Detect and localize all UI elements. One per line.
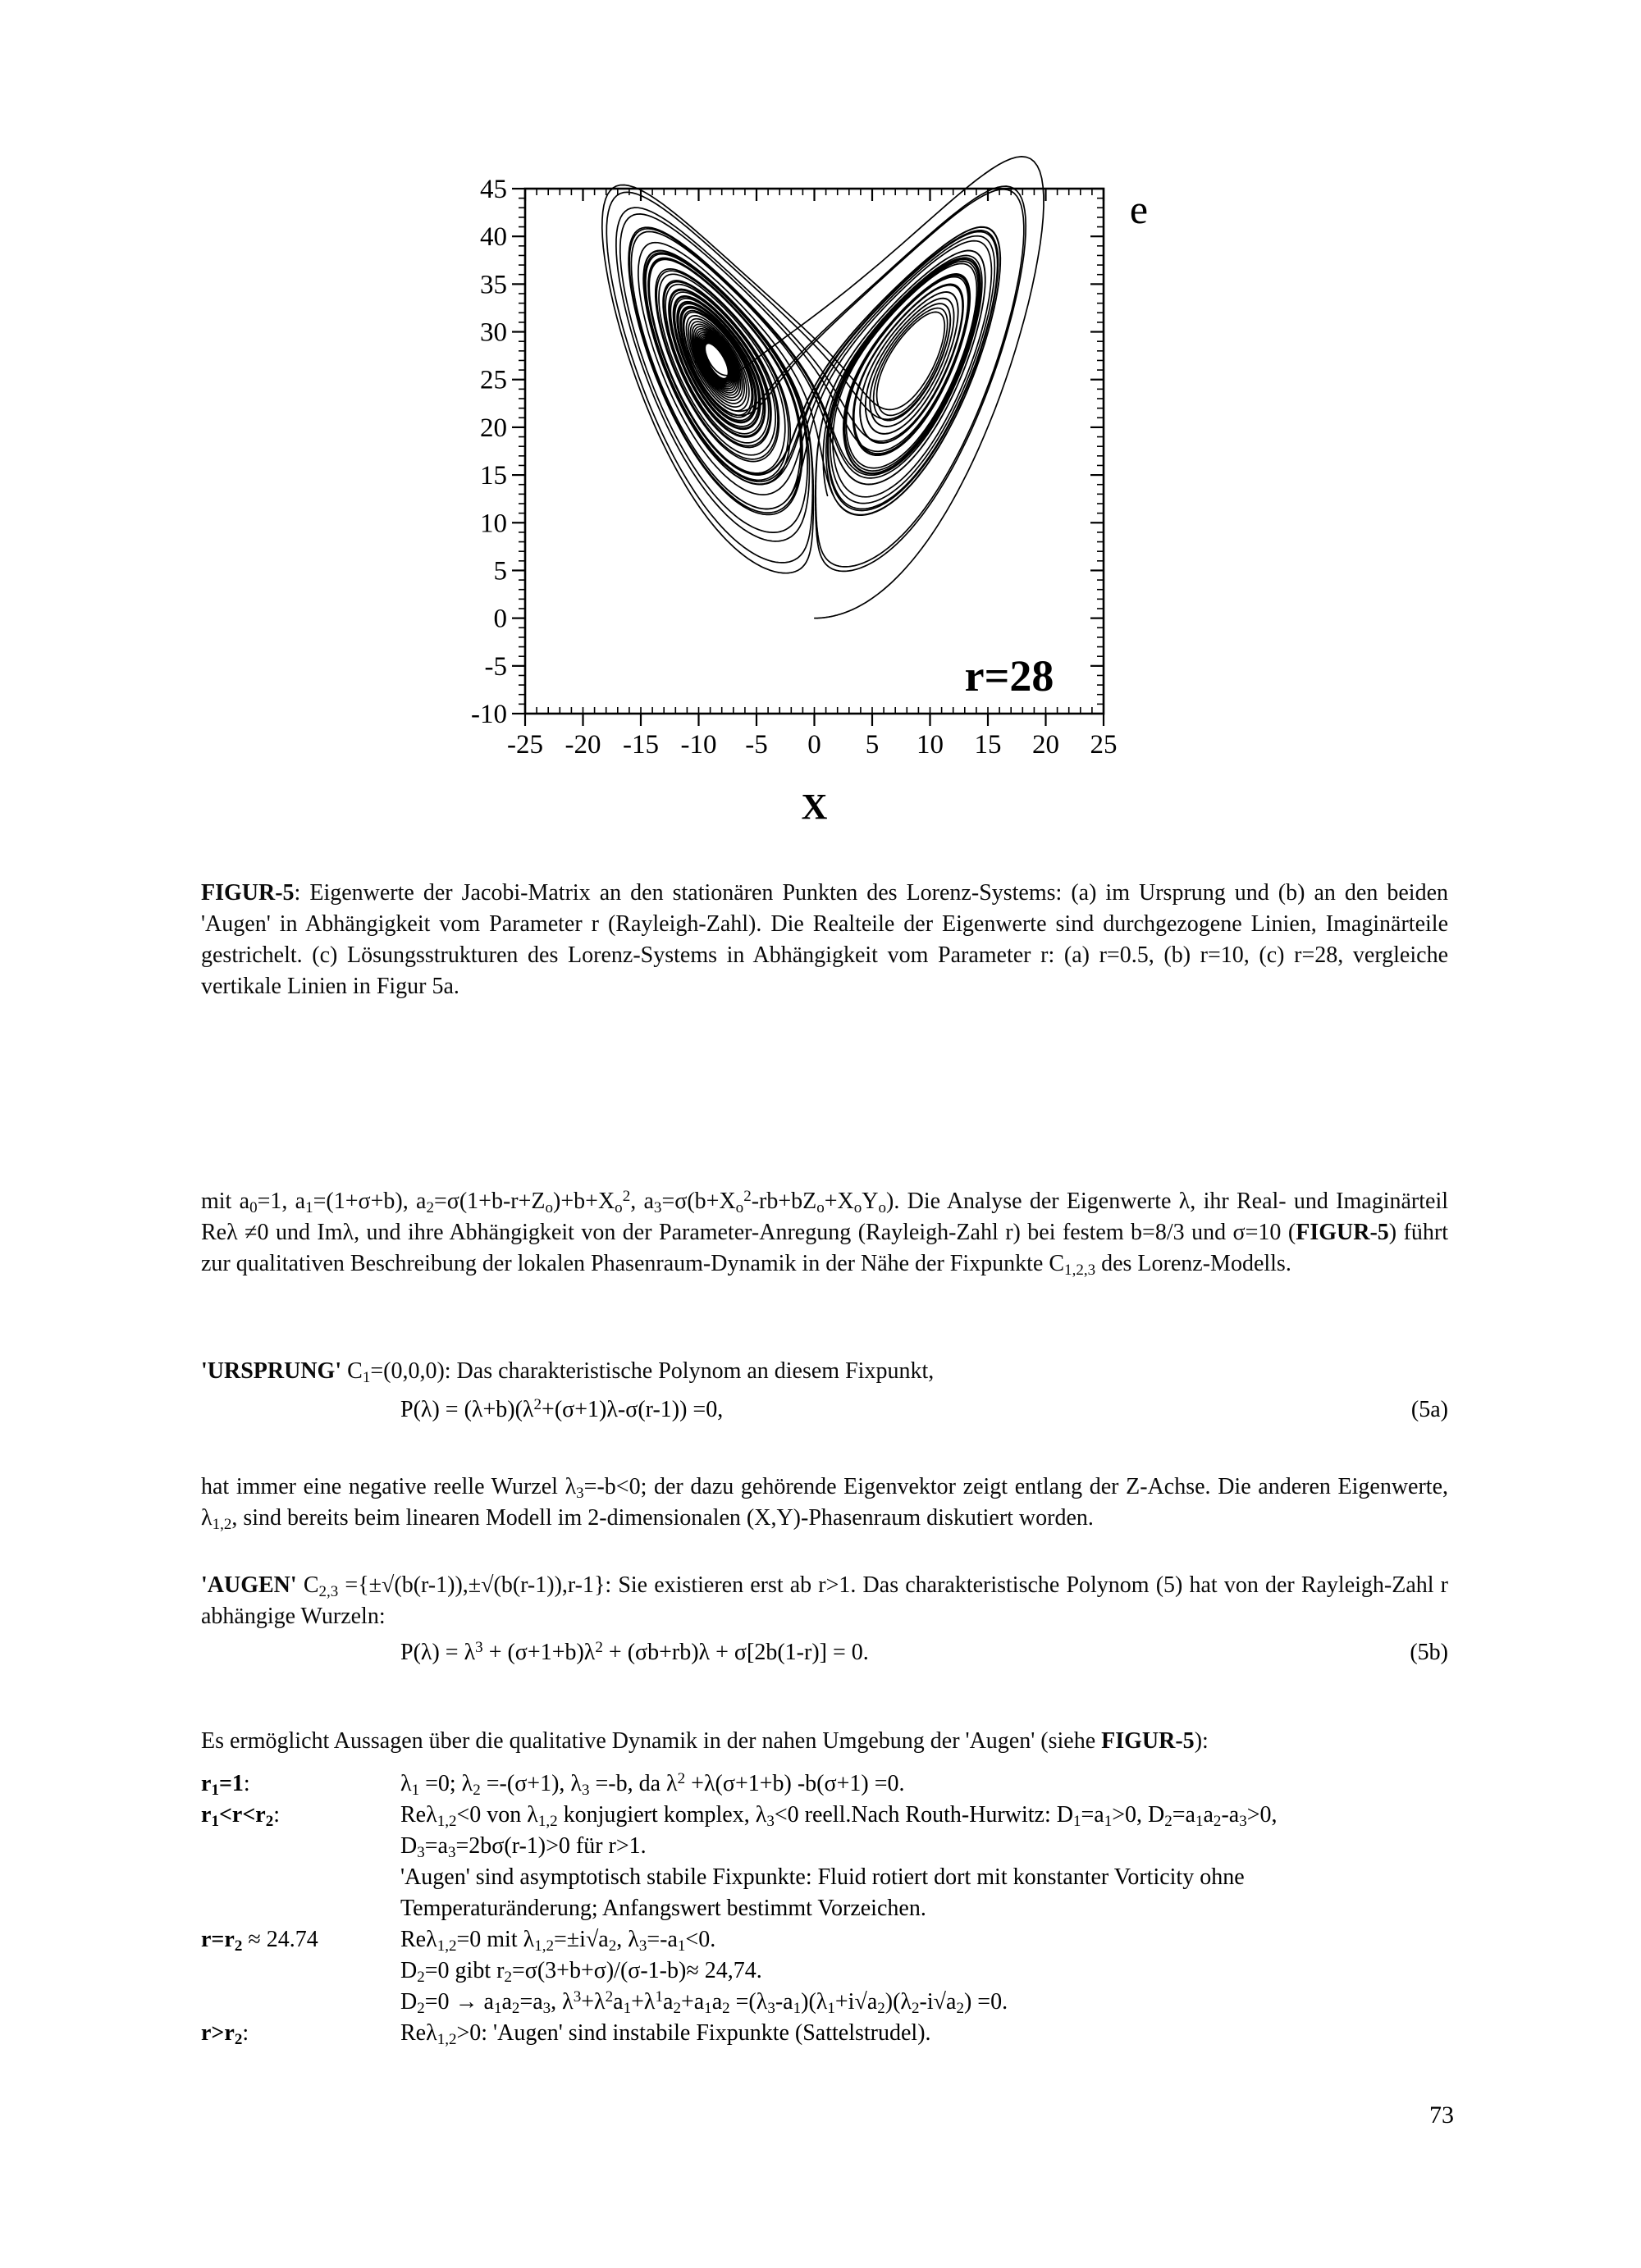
svg-text:e: e (1129, 186, 1149, 232)
case-r-gt-r2 (201, 2018, 1481, 2049)
lorenz-figure (435, 148, 1239, 886)
paragraph-after-5a: hat immer eine negative reelle Wurzel $\lambda_3=-b<0$; der dazu gehörende Eigenvektor zeigt entlang der Z-Achse. Die anderen Eigenwerte, $\lambda_{1,2}$, sind bereits beim linearen Modell im 2-dimensionalen (X,Y)-Phasenraum diskutiert worden. (201, 1474, 1449, 1534)
figure-caption: FIGUR-5: Eigenwerte der Jacobi-Matrix an den stationären Punkten des Lorenz-Systems: (a) im Ursprung und (b) an den beiden 'Augen' in Abhängigkeit vom Parameter r (Rayleigh-Zahl). Die Realteile der Eigenwerte sind durchgezogene Linien, Imaginärteile gestrichelt. (c) Lösungsstrukturen des Lorenz-Systems in Abhängigkeit vom Parameter r: (a) r=0.5, (b) r=10, (c) r=28, vergleiche vertikale Linien in Figur 5a. (201, 880, 1448, 999)
svg-text:25: 25 (1090, 730, 1118, 760)
svg-text:5: 5 (865, 730, 880, 760)
lorenz-trajectory (602, 157, 1044, 618)
svg-text:45: 45 (480, 175, 507, 204)
case-line: Temperaturänderung; Anfangswert bestimmt Vorzeichen. (400, 1896, 926, 1921)
case-line: Reλ$_{1,2}$>0: 'Augen' sind instabile Fixpunkte (Sattelstrudel). (400, 2020, 931, 2049)
case-line: 'Augen' sind asymptotisch stabile Fixpunkte: Fluid rotiert dort mit konstanter Vorticity ohne (400, 1864, 1245, 1890)
svg-text:0: 0 (807, 730, 821, 760)
svg-text:15: 15 (974, 730, 1002, 760)
svg-text:-15: -15 (623, 730, 659, 760)
case-list (201, 1768, 1481, 2049)
svg-text:0: 0 (493, 604, 507, 634)
svg-text:-10: -10 (471, 700, 507, 729)
paragraph-es-ermoeglicht: Es ermöglicht Aussagen über die qualitative Dynamik in der nahen Umgebung der 'Augen' (siehe FIGUR-5): (201, 1728, 1209, 1754)
svg-text:-5: -5 (745, 730, 768, 760)
case-line: Reλ$_{1,2}$<0 von $\lambda_{1,2}$ konjugiert komplex, $\lambda_3<0$ reell.Nach Routh-Hurwitz: $D_1=a_1>0$, $D_2=a_1a_2-a_3>0$, (400, 1802, 1278, 1831)
svg-text:40: 40 (480, 222, 507, 253)
svg-text:15: 15 (480, 461, 507, 491)
case-line: $D_3=a_3=2b\sigma(r-1)>0$ für r>1. (400, 1833, 647, 1862)
case-line: $D_2=0$ gibt $r_2=\sigma(3+b+\sigma)/(\sigma-1-b)\approx 24,74$. (400, 1958, 762, 1987)
svg-text:-20: -20 (565, 730, 601, 760)
equation-5b-number: (5b) (1410, 1640, 1448, 1665)
svg-text:X: X (801, 787, 828, 827)
svg-text:10: 10 (916, 730, 944, 760)
section-augen: 'AUGEN' $C_{2,3} =\{\pm√(b(r-1)),\pm√(b(r-1)),r-1\}$: Sie existieren erst ab r>1. Das charakteristische Polynom (5) hat von der Rayleigh-Zahl r abhängige Wurzeln: (201, 1572, 1448, 1629)
svg-text:20: 20 (1032, 730, 1059, 760)
case-line: $D_2=0 \to a_1a_2=a_3$, $\lambda^3+\lambda^2a_1+\lambda^1a_2+a_1a_2 =(\lambda_3-a_1)(\lambda_1+i√a_2)(\lambda_2-i√a_2) =0$. (400, 1988, 1008, 2018)
svg-text:25: 25 (480, 365, 507, 395)
case-term: $r=r_2 \approx 24.74$ (201, 1927, 318, 1955)
case-r1 (201, 1768, 1481, 1800)
equation-5a-number: (5a) (1410, 1397, 1448, 1422)
paragraph-coefficients: mit $a_0=1$, $a_1=(1+\sigma+b)$, $a_2=\sigma(1+b-r+Z_o)+b+X_o^2$, $a_3=\sigma(b+X_o^2-rb+bZ_o+X_oY_o)$. Die Analyse der Eigenwerte λ, ihr Real- und Imaginärteil Reλ ≠0 und Imλ, und ihre Abhängigkeit von der Parameter-Anregung (Rayleigh-Zahl r) bei festem b=8/3 und σ=10 (FIGUR-5) führt zur qualitativen Beschreibung der lokalen Phasenraum-Dynamik in der Nähe der Fixpunkte $C_{1,2,3}$ des Lorenz-Modells. (201, 1188, 1449, 1280)
case-line: Reλ$_{1,2}$=0 mit $\lambda_{1,2}=\pm i√a_2$, $\lambda_3=-a_1<0$. (400, 1927, 716, 1955)
svg-text:30: 30 (480, 317, 507, 348)
case-line: $\lambda_1 =0$; $\lambda_2 =-(\sigma+1)$, $\lambda_3 =-b$, da $\lambda^2 +\lambda(\sigma+1+b)$ -b(σ+1) =0. (400, 1770, 905, 1800)
svg-text:-25: -25 (507, 730, 543, 760)
case-term: $r_1<r<r_2$: (201, 1802, 281, 1831)
svg-text:5: 5 (493, 556, 507, 586)
page-number: 73 (1429, 2101, 1454, 2129)
equation-5a-formula: $P(\lambda) = (\lambda+b)(\lambda^2+(\sigma+1)\lambda-\sigma(r-1)) =0$, (400, 1396, 724, 1422)
svg-text:-5: -5 (484, 651, 507, 682)
lorenz-attractor-plot (435, 148, 1239, 886)
svg-text:10: 10 (480, 509, 507, 539)
case-term: $r_1=1$: (201, 1771, 250, 1800)
case-r-eq-r2 (201, 1924, 1481, 2018)
case-r1-r-r2 (201, 1800, 1481, 1924)
svg-text:20: 20 (480, 413, 507, 443)
svg-text:r=28: r=28 (964, 651, 1054, 700)
svg-text:35: 35 (480, 270, 507, 300)
equation-5b-formula: $P(\lambda) = \lambda^3 + (\sigma+1+b)\lambda^2 + (\sigma b+rb)\lambda + \sigma[2b(1-r)] = 0$. (400, 1639, 869, 1665)
case-term: $r>r_2$: (201, 2020, 249, 2049)
svg-text:-10: -10 (680, 730, 717, 760)
section-ursprung: 'URSPRUNG' $C_1=(0,0,0)$: Das charakteristische Polynom an diesem Fixpunkt, (201, 1358, 935, 1387)
